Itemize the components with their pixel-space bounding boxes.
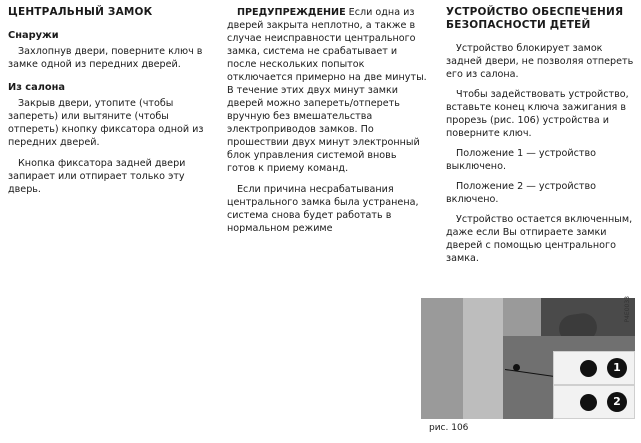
- central-lock-column: [8, 6, 208, 206]
- outside-section: [8, 29, 208, 71]
- outside-heading: Снаружи: [8, 30, 59, 41]
- inside-heading: Из салона: [8, 82, 66, 93]
- figure-code: P4E0033: [624, 296, 631, 323]
- warning-label: ПРЕДУПРЕЖДЕНИЕ: [237, 7, 346, 18]
- pointer-dot: [513, 364, 520, 371]
- central-lock-title: ЦЕНТРАЛЬНЫЙ ЗАМОК: [8, 6, 153, 18]
- child-safety-p3: Положение 1 — устройство выключено.: [446, 148, 597, 172]
- warning-column: [227, 6, 427, 243]
- child-safety-title: УСТРОЙСТВО ОБЕСПЕЧЕНИЯ БЕЗОПАСНОСТИ ДЕТЕЙ: [446, 6, 624, 31]
- callout-number-2: 2: [607, 392, 627, 412]
- callout-position-2: [553, 385, 635, 419]
- callout-position-1: [553, 351, 635, 385]
- child-safety-column: [446, 6, 634, 272]
- inside-section: [8, 81, 208, 196]
- callout-number-1: 1: [607, 358, 627, 378]
- figure-caption: рис. 106: [429, 423, 469, 433]
- repair-text: Если причина несрабатывания центрального замка была устранена, система снова будет работать в нормальном режиме: [227, 184, 419, 234]
- child-safety-p1: Устройство блокирует замок задней двери, не позволяя отпереть его из салона.: [446, 43, 634, 80]
- outside-text: Захлопнув двери, поверните ключ в замке одной из передних дверей.: [8, 46, 203, 70]
- child-safety-p5: Устройство остается включенным, даже если Вы отпираете замки дверей с помощью центрального замка.: [446, 214, 633, 264]
- rear-door-text: Кнопка фиксатора задней двери запирает или отпирает только эту дверь.: [8, 158, 186, 195]
- door-edge: [463, 298, 503, 419]
- child-safety-p2: Чтобы задействовать устройство, вставьте конец ключа зажигания в прорезь (рис. 106) устройства и поверните ключ.: [446, 89, 629, 139]
- inside-text: Закрыв двери, утопите (чтобы запереть) или вытяните (чтобы отпереть) кнопку фиксатора одной из передних дверей.: [8, 98, 204, 148]
- child-safety-p4: Положение 2 — устройство включено.: [446, 181, 597, 205]
- figure-106-image: [421, 298, 635, 419]
- warning-paragraph: [227, 6, 427, 175]
- lock-knob-icon: [580, 394, 597, 411]
- lock-knob-icon: [580, 360, 597, 377]
- warning-text: Если одна из дверей закрыта неплотно, а также в случае неисправности центрального замка, система не срабатывает и после нескольких попыток отключается примерно на две минуты. В течение этих двух минут замки дверей можно запереть/отпереть вручную без вмешательства электроприводов замков. По прошествии двух минут электронный блок управления системой вновь готов к приему команд.: [227, 7, 427, 174]
